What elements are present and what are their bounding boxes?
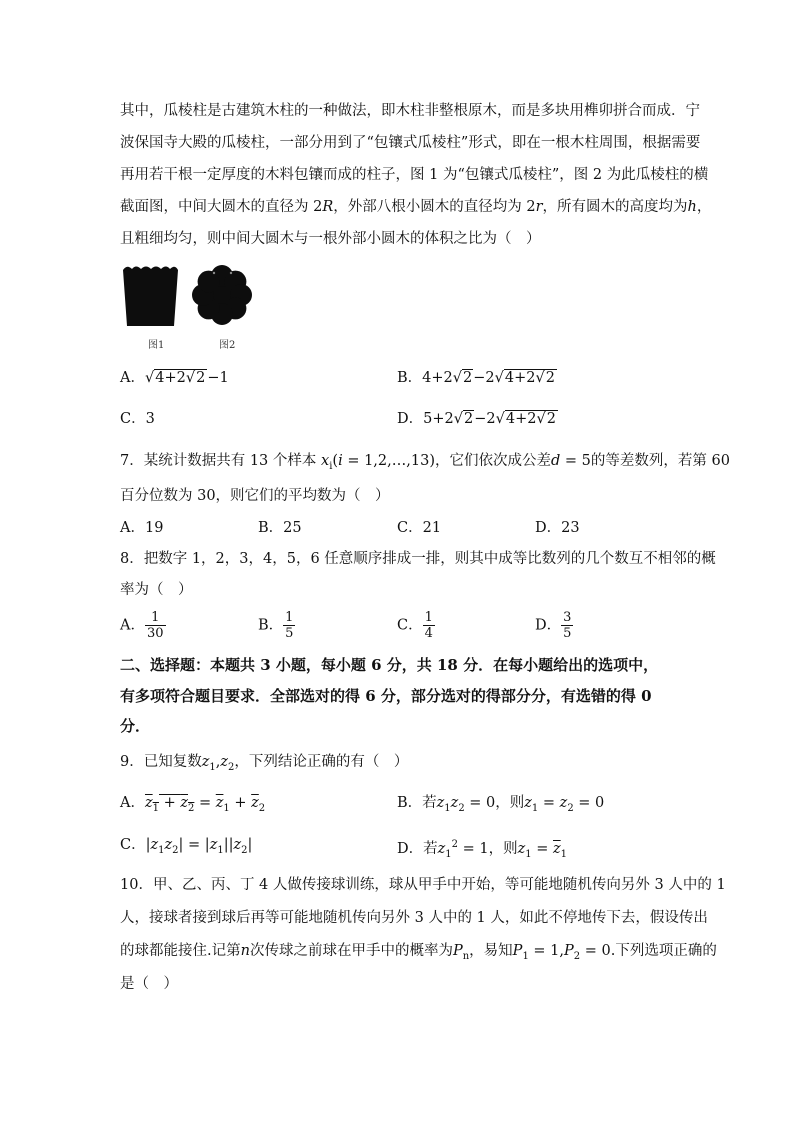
option-label: C． bbox=[397, 617, 423, 634]
subscript: 1 bbox=[560, 849, 568, 860]
var-P: P bbox=[452, 943, 463, 959]
sqrt-radical-icon: √ bbox=[185, 370, 196, 386]
figure-2 bbox=[191, 264, 253, 326]
q8-option-c[interactable] bbox=[397, 610, 435, 641]
math-text: | bbox=[228, 837, 234, 853]
radicand bbox=[504, 369, 557, 386]
subscript: 1 bbox=[525, 849, 532, 860]
conjugate-expression bbox=[144, 795, 195, 814]
numerator: 1 bbox=[424, 610, 433, 625]
question-text: 7．某统计数据共有 13 个样本 bbox=[120, 453, 317, 469]
passage-text: ，外部八根小圆木的直径均为 2 bbox=[333, 199, 536, 215]
section-2-heading-line-3: 分． bbox=[120, 717, 151, 735]
var-i: i bbox=[338, 453, 343, 469]
var-z: z bbox=[209, 837, 218, 853]
math-text: | bbox=[204, 837, 210, 853]
option-label: A． bbox=[120, 795, 145, 811]
var-z: z bbox=[220, 754, 228, 770]
math-text: , bbox=[215, 754, 221, 770]
subscript: 1 bbox=[444, 803, 451, 814]
math-text: = 1, bbox=[528, 943, 565, 959]
question-text: ，易知 bbox=[469, 943, 513, 959]
q9-option-d[interactable] bbox=[397, 835, 567, 865]
superscript: 2 bbox=[451, 839, 459, 850]
math-text: 2 bbox=[196, 370, 206, 386]
subscript: 2 bbox=[241, 845, 248, 856]
var-z: z bbox=[517, 841, 526, 857]
subscript: 2 bbox=[228, 762, 235, 773]
q9-stem bbox=[120, 752, 408, 778]
subscript: 2 bbox=[567, 803, 574, 814]
sqrt-radical-icon: √ bbox=[453, 411, 463, 427]
question-text: .下列选项正确的 bbox=[610, 943, 717, 959]
subscript: 1 bbox=[217, 845, 224, 856]
var-P: P bbox=[564, 943, 574, 959]
q6-option-d[interactable] bbox=[397, 409, 558, 429]
var-z: z bbox=[437, 841, 446, 857]
question-text: 9．已知复数 bbox=[120, 754, 202, 770]
option-label: D． bbox=[535, 617, 562, 634]
var-z: z bbox=[144, 795, 153, 811]
q7-stem bbox=[120, 451, 730, 477]
radicand bbox=[505, 410, 558, 427]
subscript: i bbox=[329, 461, 333, 472]
option-label: B． bbox=[397, 370, 423, 386]
option-label: C． bbox=[120, 411, 146, 427]
subscript: 1 bbox=[445, 849, 452, 860]
option-label: D．若 bbox=[397, 841, 438, 857]
math-text: 4+2 bbox=[504, 370, 536, 386]
var-d: d bbox=[550, 453, 561, 469]
math-text: 5+2 bbox=[423, 411, 454, 427]
math-text: = bbox=[538, 795, 560, 811]
question-text: 次传球之前球在甲手中的概率为 bbox=[249, 943, 453, 959]
fraction bbox=[423, 610, 435, 641]
option-label: A． bbox=[120, 617, 145, 634]
subscript: 1 bbox=[158, 845, 165, 856]
var-n: n bbox=[240, 943, 250, 959]
var-r: r bbox=[535, 199, 543, 215]
subscript: 1 bbox=[522, 951, 529, 962]
math-text: 4+2 bbox=[422, 370, 453, 386]
var-z: z bbox=[559, 795, 568, 811]
figure-2-caption: 图2 bbox=[219, 340, 236, 351]
passage-text: ， bbox=[696, 199, 712, 215]
passage-text: ，所有圆木的高度均为 bbox=[542, 199, 688, 215]
subscript: 2 bbox=[172, 845, 179, 856]
var-z: z bbox=[164, 837, 173, 853]
var-P: P bbox=[512, 943, 523, 959]
section-2-heading: 二、选择题：本题共 3 小题，每小题 6 分，共 18 分．在每小题给出的选项中， bbox=[120, 656, 659, 674]
q10-stem-line-3 bbox=[120, 941, 717, 967]
subscript: 2 bbox=[258, 803, 266, 814]
option-label: B．若 bbox=[397, 795, 437, 811]
math-text: −2 bbox=[474, 411, 496, 427]
math-text: + bbox=[159, 795, 181, 811]
math-text: 4+2 bbox=[155, 370, 186, 386]
option-label: C． bbox=[120, 837, 146, 853]
math-text: 2 bbox=[546, 411, 556, 427]
math-text: | bbox=[223, 837, 229, 853]
math-text: 3 bbox=[145, 411, 155, 427]
math-text: = bbox=[194, 795, 216, 811]
q7-option-b[interactable]: B．25 bbox=[258, 520, 302, 536]
passage-line-1: 其中，瓜棱柱是古建筑木柱的一种做法，即木柱非整根原木，而是多块用榫卯拼合而成．宁 bbox=[120, 103, 700, 119]
q8-option-d[interactable] bbox=[535, 610, 573, 641]
math-text: | bbox=[178, 837, 184, 853]
var-z: z bbox=[201, 754, 210, 770]
q8-option-b[interactable] bbox=[258, 610, 295, 641]
q10-stem-line-4: 是（ ） bbox=[120, 976, 178, 992]
subscript: 2 bbox=[458, 803, 465, 814]
var-z: z bbox=[450, 795, 459, 811]
math-text: −1 bbox=[207, 370, 229, 386]
q9-option-a[interactable] bbox=[120, 793, 265, 819]
radicand bbox=[154, 369, 207, 386]
math-text: 2 bbox=[545, 370, 555, 386]
math-text: = bbox=[183, 837, 205, 853]
var-z: $\overline{z}$ bbox=[251, 795, 259, 811]
question-text: 的球都能接住.记第 bbox=[120, 943, 241, 959]
var-z: z bbox=[180, 795, 189, 811]
question-text: ，下列结论正确的有（ ） bbox=[234, 754, 409, 770]
q7-option-a[interactable]: A．19 bbox=[120, 520, 164, 536]
fraction bbox=[283, 610, 295, 641]
numerator: 1 bbox=[285, 610, 294, 625]
math-text: = 0 bbox=[580, 943, 611, 959]
subscript: 1 bbox=[152, 803, 159, 814]
subscript: n bbox=[462, 951, 470, 962]
var-x: x bbox=[321, 453, 330, 469]
q6-option-c[interactable] bbox=[120, 409, 155, 429]
q6-option-a[interactable] bbox=[120, 368, 229, 388]
math-text: | bbox=[247, 837, 253, 853]
passage-line-3: 再用若干根一定厚度的木料包镶而成的柱子，图 1 为“包镶式瓜棱柱”，图 2 为此瓜棱柱的横 bbox=[120, 167, 709, 183]
option-label: B． bbox=[258, 617, 284, 634]
q10-stem-line-2: 人，接球者接到球后再等可能地随机传向另外 3 人中的 1 人，如此不停地传下去，假设传出 bbox=[120, 910, 708, 926]
math-text: −2 bbox=[473, 370, 495, 386]
math-text: + bbox=[229, 795, 252, 811]
question-text: ，它们依次成公差 bbox=[434, 453, 551, 469]
math-text: ( bbox=[332, 453, 339, 469]
var-z: $\overline{z}$ bbox=[215, 795, 224, 811]
column-photo-image bbox=[119, 262, 181, 328]
math-text: | bbox=[145, 837, 151, 853]
denominator: 5 bbox=[285, 626, 294, 641]
var-R: R bbox=[322, 199, 334, 215]
denominator: 4 bbox=[424, 626, 433, 641]
sqrt-radical-icon: √ bbox=[535, 370, 545, 386]
denominator: 5 bbox=[563, 626, 572, 641]
q9-option-b[interactable] bbox=[397, 793, 604, 819]
subscript: 1 bbox=[209, 762, 216, 773]
math-text: 4+2 bbox=[505, 411, 537, 427]
q8-option-a[interactable] bbox=[120, 610, 166, 641]
var-z: z bbox=[524, 795, 532, 811]
numerator: 3 bbox=[563, 610, 572, 625]
sqrt-radical-icon: √ bbox=[144, 370, 155, 386]
option-label: D． bbox=[397, 411, 424, 427]
q7-stem-line-2: 百分位数为 30，则它们的平均数为（ ） bbox=[120, 488, 390, 504]
section-2-heading-line-2: 有多项符合题目要求．全部选对的得 6 分，部分选对的得部分分，有选错的得 0 bbox=[120, 687, 652, 705]
q9-option-c[interactable] bbox=[120, 835, 252, 861]
fraction bbox=[561, 610, 573, 641]
var-z: $\overline{z}$ bbox=[553, 841, 561, 857]
math-text: = 1，则 bbox=[458, 841, 518, 857]
math-text: = 0，则 bbox=[464, 795, 525, 811]
option-label: A． bbox=[120, 370, 145, 386]
question-text: = 5的等差数列，若第 60 bbox=[560, 453, 730, 469]
q6-option-b[interactable] bbox=[397, 368, 557, 388]
figure-1-caption: 图1 bbox=[148, 340, 165, 351]
sqrt-radical-icon: √ bbox=[495, 411, 505, 427]
numerator: 1 bbox=[145, 610, 166, 626]
q8-stem-line-2: 率为（ ） bbox=[120, 582, 193, 598]
math-text: 2 bbox=[464, 411, 474, 427]
q7-option-c[interactable]: C．21 bbox=[397, 520, 442, 536]
denominator: 30 bbox=[146, 626, 164, 641]
math-text: = bbox=[531, 841, 554, 857]
var-h: h bbox=[687, 199, 697, 215]
subscript: 1 bbox=[531, 803, 539, 814]
passage-line-4 bbox=[120, 197, 711, 217]
subscript: 1 bbox=[223, 803, 230, 814]
var-z: z bbox=[150, 837, 159, 853]
sqrt-radical-icon: √ bbox=[536, 411, 546, 427]
var-z: z bbox=[436, 795, 445, 811]
subscript: 2 bbox=[573, 951, 581, 962]
passage-text: 截面图，中间大圆木的直径为 2 bbox=[120, 199, 323, 215]
figure-1 bbox=[119, 262, 181, 328]
passage-line-5: 且粗细均匀，则中间大圆木与一根外部小圆木的体积之比为（ ） bbox=[120, 231, 541, 247]
sqrt-radical-icon: √ bbox=[452, 370, 463, 386]
q7-option-d[interactable]: D．23 bbox=[535, 520, 580, 536]
subscript: 2 bbox=[188, 803, 195, 814]
math-text: = 1,2,…,13) bbox=[342, 453, 435, 469]
sqrt-radical-icon: √ bbox=[494, 370, 504, 386]
math-text: = 0 bbox=[573, 795, 605, 811]
passage-line-2: 波保国寺大殿的瓜棱柱，一部分用到了“包镶式瓜棱柱”形式，即在一根木柱周围，根据需要 bbox=[120, 135, 701, 151]
fraction bbox=[145, 610, 166, 641]
var-z: z bbox=[233, 837, 242, 853]
math-text: 2 bbox=[463, 370, 473, 386]
cross-section-image bbox=[191, 264, 253, 326]
q10-stem: 10．甲、乙、丙、丁 4 人做传接球训练，球从甲手中开始，等可能地随机传向另外 3 人中的 1 bbox=[120, 877, 726, 893]
q8-stem: 8．把数字 1，2，3，4，5，6 任意顺序排成一排，则其中成等比数列的几个数互不相邻的概 bbox=[120, 551, 716, 567]
